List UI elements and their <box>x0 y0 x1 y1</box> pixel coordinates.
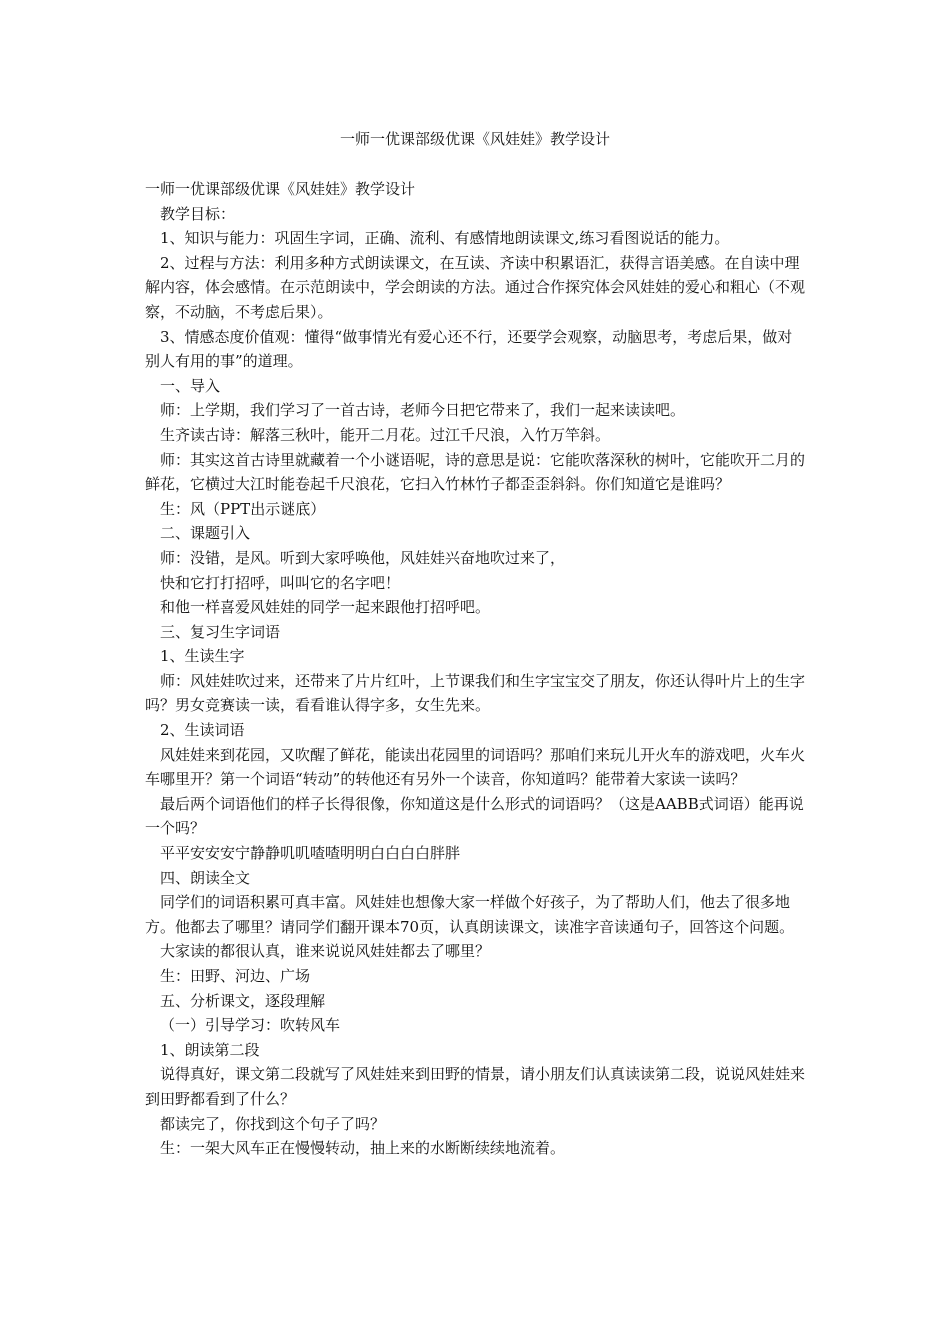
paragraph: 一、导入 <box>160 376 221 395</box>
paragraph: 生齐读古诗：解落三秋叶，能开二月花。过江千尺浪，入竹万竿斜。 <box>160 425 611 444</box>
paragraph: （一）引导学习：吹转风车 <box>160 1016 341 1035</box>
paragraph: 生：田野、河边、广场 <box>160 967 311 985</box>
paragraph: 师：其实这首古诗里就藏着一个小谜语呢，诗的意思是说：它能吹落深秋的树叶，它能吹开二月的鲜花，它横过大江时能卷起千尺浪花，它扫入竹林竹子都歪歪斜斜。你们知道它是谁吗？ <box>145 450 806 494</box>
paragraph: 生：一架大风车正在慢慢转动，抽上来的水断断续续地流着。 <box>160 1139 566 1158</box>
paragraph: 风娃娃来到花园，又吹醒了鲜花，能读出花园里的词语吗？那咱们来玩儿开火车的游戏吧，火车火车哪里开？第一个词语“转动”的转他还有另外一个读音，你知道吗？能带着大家读一读吗？ <box>145 745 806 789</box>
paragraph: 3、情感态度价值观：懂得“做事情光有爱心还不行，还要学会观察，动脑思考，考虑后果，做对别人有用的事”的道理。 <box>145 327 793 371</box>
paragraph: 1、朗读第二段 <box>160 1040 260 1059</box>
paragraph: 都读完了，你找到这个句子了吗？ <box>160 1114 386 1133</box>
paragraph: 师：风娃娃吹过来，还带来了片片红叶，上节课我们和生字宝宝交了朋友，你还认得叶片上的生字吗？男女竞赛读一读，看看谁认得字多，女生先来。 <box>145 671 806 715</box>
paragraph: 师：没错，是风。听到大家呼唤他，风娃娃兴奋地吹过来了， <box>160 548 566 567</box>
paragraph: 和他一样喜爱风娃娃的同学一起来跟他打招呼吧。 <box>160 598 491 617</box>
paragraph: 一师一优课部级优课《风娃娃》教学设计 <box>145 180 416 198</box>
paragraph: 二、课题引入 <box>160 524 251 543</box>
paragraph: 师：上学期，我们学习了一首古诗，老师今日把它带来了，我们一起来读读吧。 <box>160 401 686 420</box>
paragraph: 教学目标： <box>160 204 236 223</box>
document-body <box>145 177 807 1161</box>
paragraph: 大家读的都很认真，谁来说说风娃娃都去了哪里？ <box>160 942 491 961</box>
paragraph: 2、过程与方法：利用多种方式朗读课文，在互读、齐读中积累语汇，获得言语美感。在自读中理解内容，体会感情。在示范朗读中，学会朗读的方法。通过合作探究体会风娃娃的爱心和粗心（不观察，不动脑，不考虑后果）。 <box>145 253 806 321</box>
document-title: 一师一优课部级优课《风娃娃》教学设计 <box>339 130 610 148</box>
paragraph: 快和它打打招呼，叫叫它的名字吧！ <box>160 573 401 592</box>
paragraph: 1、生读生字 <box>160 647 245 666</box>
paragraph: 同学们的词语积累可真丰富。风娃娃也想像大家一样做个好孩子，为了帮助人们，他去了很多地方。他都去了哪里？请同学们翻开课本70页，认真朗读课文，读准字音读通句子，回答这个问题。 <box>145 893 795 936</box>
paragraph: 五、分析课文，逐段理解 <box>160 991 326 1010</box>
paragraph: 最后两个词语他们的样子长得很像，你知道这是什么形式的词语吗？（这是AABB式词语）能再说一个吗？ <box>145 794 804 838</box>
paragraph: 平平安安安宁静静叽叽喳喳明明白白白白胖胖 <box>160 844 461 863</box>
paragraph: 生：风（PPT出示谜底） <box>160 499 326 518</box>
paragraph: 四、朗读全文 <box>160 868 251 887</box>
paragraph: 2、生读词语 <box>160 721 245 740</box>
paragraph: 三、复习生字词语 <box>160 622 281 641</box>
paragraph: 1、知识与能力：巩固生字词，正确、流利、有感情地朗读课文,练习看图说话的能力。 <box>160 229 730 248</box>
paragraph: 说得真好，课文第二段就写了风娃娃来到田野的情景，请小朋友们认真读读第二段，说说风娃娃来到田野都看到了什么？ <box>145 1065 806 1108</box>
